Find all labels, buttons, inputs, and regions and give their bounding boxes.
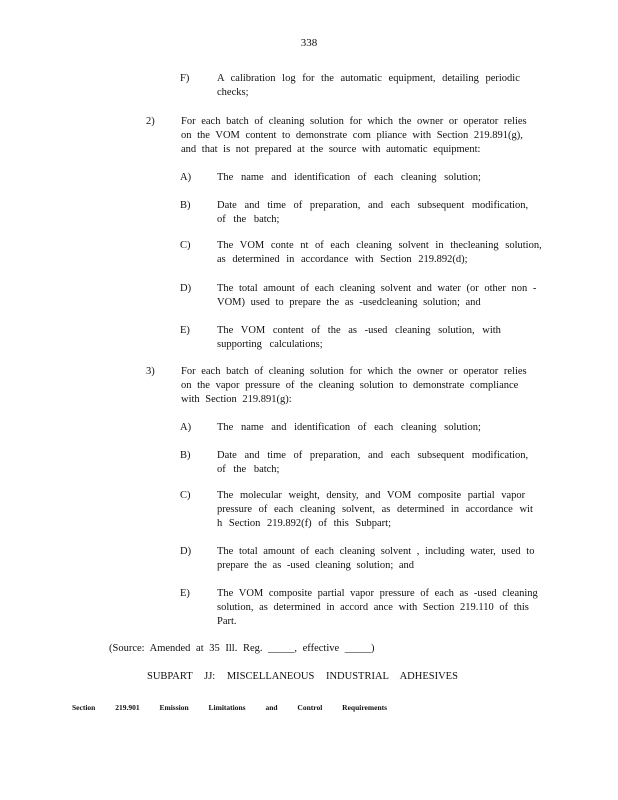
item-2-label: 2) bbox=[146, 116, 155, 127]
item-2a-text: The name and identification of each cleaning solution; bbox=[217, 172, 481, 183]
section-heading: Section 219.901 Emission Limitations and Control Requirements bbox=[72, 703, 388, 712]
item-2b-text: Date and time of preparation, and each subsequent modification, of the batch; bbox=[217, 200, 529, 225]
item-3b-text: Date and time of preparation, and each subsequent modification, of the batch; bbox=[217, 450, 529, 475]
item-3e-text: The VOM composite partial vapor pressure of each as -used cleaning solution, as determined in accord ance with Section 219.110 of this Part. bbox=[217, 588, 538, 627]
item-2b-label: B) bbox=[180, 200, 191, 211]
item-3c-text: The molecular weight, density, and VOM composite partial vapor pressure of each cleaning solvent, as determined in accordance wit h Section 219.892(f) of this Subpart; bbox=[217, 490, 533, 529]
item-3b-label: B) bbox=[180, 450, 191, 461]
item-2-text: For each batch of cleaning solution for which the owner or operator relies on the VOM content to demonstrate com pliance with Section 219.891(g), and that is not prepared at the source with automatic equipment: bbox=[181, 116, 527, 155]
page-number: 338 bbox=[300, 37, 318, 49]
source-note: (Source: Amended at 35 Ill. Reg. _____, effective _____) bbox=[109, 643, 375, 654]
item-3-text: For each batch of cleaning solution for which the owner or operator relies on the vapor pressure of the cleaning solution to demonstrate compliance with Section 219.891(g): bbox=[181, 366, 527, 405]
item-2e-label: E) bbox=[180, 325, 190, 336]
item-3a-text: The name and identification of each cleaning solution; bbox=[217, 422, 481, 433]
item-2d-text: The total amount of each cleaning solvent and water (or other non - VOM) used to prepare the as -usedcleaning solution; and bbox=[217, 283, 537, 308]
item-3d-text: The total amount of each cleaning solvent , including water, used to prepare the as -used cleaning solution; and bbox=[217, 546, 535, 571]
item-2c-text: The VOM conte nt of each cleaning solvent in thecleaning solution, as determined in accordance with Section 219.892(d); bbox=[217, 240, 542, 265]
item-2e-text: The VOM content of the as -used cleaning solution, with supporting calculations; bbox=[217, 325, 501, 350]
item-2d-label: D) bbox=[180, 283, 192, 294]
item-3-label: 3) bbox=[146, 366, 155, 377]
item-3c-label: C) bbox=[180, 490, 191, 501]
item-f-label: F) bbox=[180, 73, 190, 84]
subpart-heading: SUBPART JJ: MISCELLANEOUS INDUSTRIAL ADHESIVES bbox=[147, 671, 458, 682]
item-2a-label: A) bbox=[180, 172, 192, 183]
item-2c-label: C) bbox=[180, 240, 191, 251]
item-3a-label: A) bbox=[180, 422, 192, 433]
item-3e-label: E) bbox=[180, 588, 190, 599]
item-3d-label: D) bbox=[180, 546, 192, 557]
item-f-text: A calibration log for the automatic equipment, detailing periodic checks; bbox=[217, 73, 520, 98]
